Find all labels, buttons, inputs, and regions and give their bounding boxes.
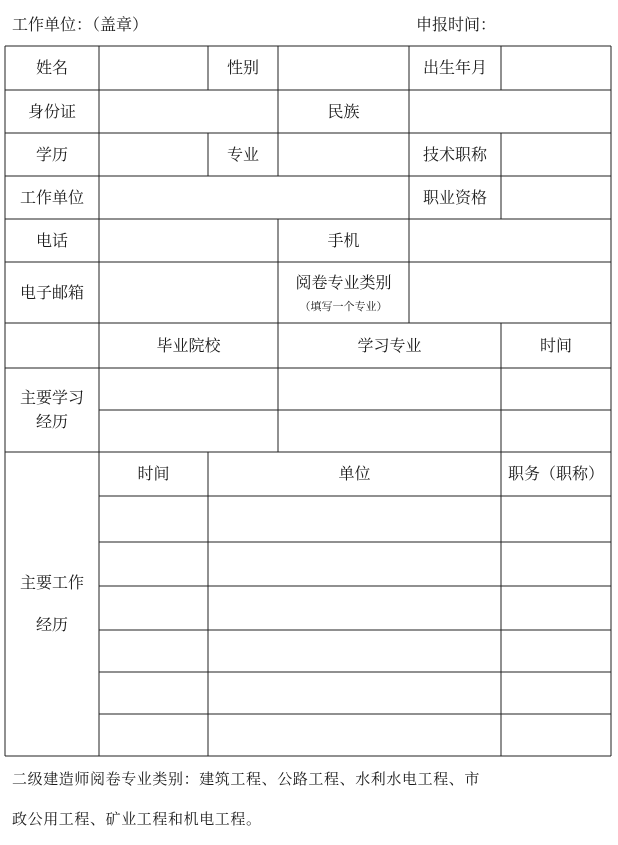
study-major-header: 学习专业: [357, 335, 422, 355]
work-position-header: 职务（职称）: [507, 464, 604, 483]
birth-label: 出生年月: [422, 58, 487, 77]
unit-seal-label: 工作单位：（盖章）: [12, 15, 149, 34]
work-unit-header: 单位: [338, 464, 371, 483]
work-experience-label: [5, 452, 99, 756]
ethnicity-label: 民族: [327, 101, 360, 121]
footer-note-line2: 政公用工程、矿业工程和机电工程。: [12, 810, 262, 828]
qualification-label: 职业资格: [422, 187, 487, 207]
major-label: 专业: [226, 144, 259, 164]
report-time-label: 申报时间：: [416, 15, 497, 34]
mobile-label: 手机: [327, 230, 360, 250]
name-label: 姓名: [35, 58, 68, 77]
tech-title-label: 技术职称: [422, 144, 487, 164]
work-time-header: 时间: [137, 464, 170, 483]
study-experience-label: [5, 368, 99, 452]
work-exp-line2: 经历: [35, 615, 68, 634]
exam-category-note: （填写一个专业）: [299, 299, 388, 313]
study-exp-line1: 主要学习: [19, 388, 84, 407]
gender-label: 性别: [226, 58, 259, 77]
study-exp-line2: 经历: [35, 412, 68, 431]
email-label: 电子邮箱: [19, 282, 84, 302]
id-card-label: 身份证: [27, 101, 76, 121]
exam-category-cell: [278, 262, 409, 323]
phone-label: 电话: [35, 230, 68, 250]
education-label: 学历: [35, 144, 68, 164]
work-exp-line1: 主要工作: [19, 573, 84, 592]
study-time-header: 时间: [539, 335, 572, 355]
work-unit-label: 工作单位: [19, 187, 84, 207]
school-header: 毕业院校: [156, 335, 221, 355]
exam-category-label: 阅卷专业类别: [295, 272, 392, 292]
footer-note-line1: 二级建造师阅卷专业类别：建筑工程、公路工程、水利水电工程、市: [12, 770, 481, 788]
